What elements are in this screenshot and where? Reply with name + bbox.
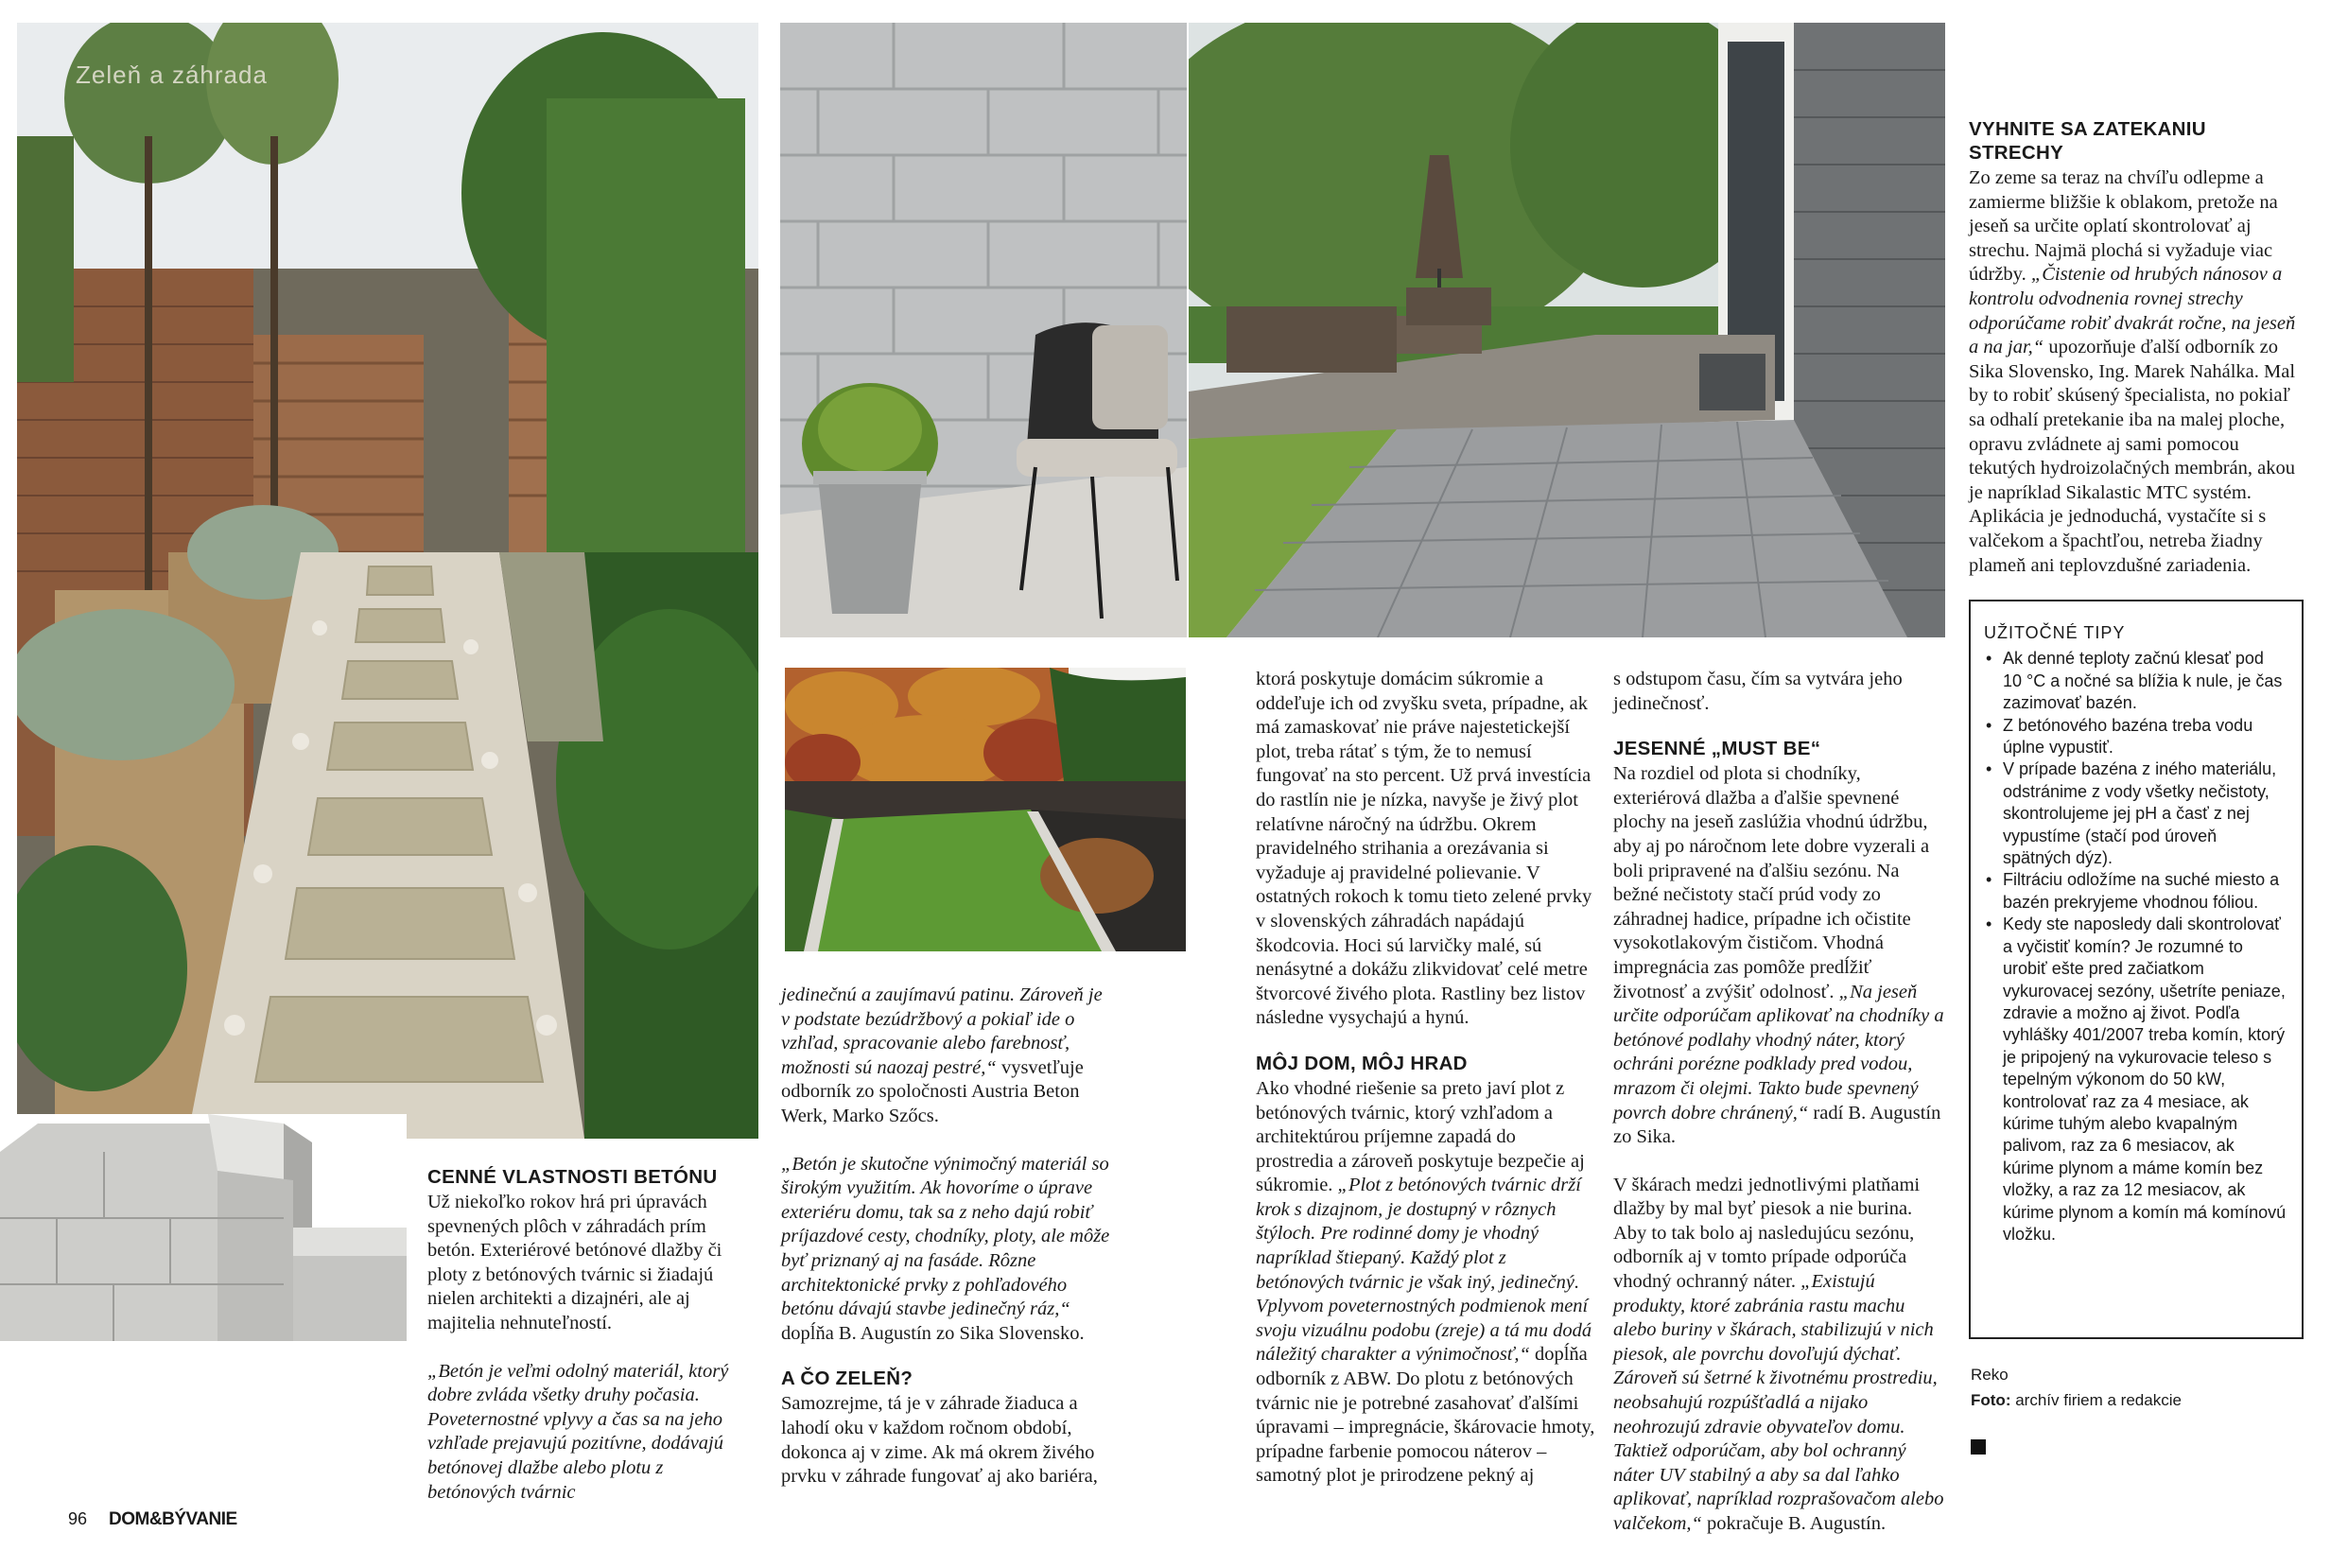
paragraph xyxy=(1613,762,1948,1150)
tip-item: • Ak denné teploty začnú klesať pod 10 °C a nočné sa blížia k nule, je čas zazimovať bazén. xyxy=(1984,648,2287,714)
attribution-text: upozorňuje ďalší odborník zo Sika Slovensko, Ing. Marek Nahálka. Mal by to robiť skúsený špecialista, no pokiaľ sa odhalí pretekanie iba na malej ploche, opravu zvládnete aj sami pomocou tekutých hydroizolačných membrán, akou je napríklad Sikalastic MTC systém. Aplikácia je jednoduchá, vystačíte si s valčekom a špachtľou, netreba žiadny plameň ani teplovzdušné zariadenia. xyxy=(1969,337,2296,576)
page-footer xyxy=(68,1509,237,1530)
tip-item: • Filtráciu odložíme na suché miesto a bazén prekryjeme vhodnou fóliou. xyxy=(1984,869,2287,914)
heading-roof-leaks: VYHNITE SA ZATEKANIU STRECHY xyxy=(1969,118,2206,164)
body-text: Ako vhodné riešenie sa preto javí plot z betónových tvárnic, ktorý vzhľadom a architektúrou príjemne zapadá do prostredia a zároveň poskytuje bezpečie aj súkromie. xyxy=(1256,1077,1585,1196)
heading-my-home: MÔJ DOM, MÔJ HRAD xyxy=(1256,1052,1468,1074)
photo-label: Foto: xyxy=(1971,1391,2011,1409)
paragraph xyxy=(781,1153,1112,1347)
paragraph xyxy=(1256,1077,1596,1489)
photo-source: archív firiem a redakcie xyxy=(2010,1391,2182,1409)
heading-greenery: A ČO ZELEŇ? xyxy=(781,1368,913,1390)
end-mark-square xyxy=(1971,1439,1986,1455)
text-column-1 xyxy=(427,1165,755,1505)
attribution-text: radí B. Augustín zo Sika. xyxy=(1613,1102,1941,1148)
paragraph: ktorá poskytuje domácim súkromie a oddeľuje ich od zvyšku sveta, prípadne, ak má zamaskovať nie práve najestetickejší plot, treba rátať s tým, že to nemusí fungovať na sto percent. Už prvá investícia do rastlín nie je nízka, navyše je živý plot relatívne náročný na údržbu. Okrem pravidelného strihania a orezávania si vyžaduje aj pravidelné polievanie. V ostatných rokoch k tomu tieto zelené prvky v slovenských záhradách napádajú škodcovia. Hoci sú larvičky malé, sú nenásytné a dokážu zlikvidovať celé metre štvorcové živého plota. Rastliny bez listov následne vysychajú a hynú. xyxy=(1256,669,1592,1029)
tip-item: • Kedy ste naposledy dali skontrolovať a vyčistiť komín? Je rozumné to urobiť ešte pred začiatkom vykurovacej sezóny, ušetríte peniaze, zdravie a možno aj život. Podľa vyhlášky 401/2007 treba komín, ktorý je pripojený na vykurovacie teleso s tepelným výkonom do 50 kW, kontrolovať raz za 4 mesiace, ak kúrime tuhým alebo kvapalným palivom, raz za 6 mesiacov, ak kúrime plynom a máme komín bez vložky, a raz za 12 mesiacov, ak kúrime plynom a komín má komínovú vložku. xyxy=(1984,914,2287,1246)
quote-text: „Čistenie od hrubých nánosov a kontrolu odvodnenia rovnej strechy odporúčame robiť dvakrát ročne, na jeseň a na jar,“ xyxy=(1969,264,2296,358)
quote-text: jedinečnú a zaujímavú patinu. Zároveň je v podstate bezúdržbový a pokiaľ ide o vzhľad, spracovanie alebo farebnosť, možnosti sú naozaj pestré,“ xyxy=(781,984,1103,1078)
body-text: Na rozdiel od plota si chodníky, exteriérová dlažba a ďalšie spevnené plochy na jeseň zaslúžia vhodnú údržbu, aby aj po náročnom lete dobre vyzerali a boli pripravené na ďalšiu sezónu. Na bežné nečistoty stačí prúd vody zo záhradnej hadice, prípadne ich očistite vysokotlakovým čističom. Vhodná impregnácia zas pomôže predĺžiť životnosť a zvýšiť odolnosť. xyxy=(1613,763,1930,1002)
heading-must-be: JESENNÉ „MUST BE“ xyxy=(1613,738,1821,760)
quote-text: „Existujú produkty, ktoré zabránia rastu machu alebo buriny v škárach, stabilizujú v nich piesok, ale povrchu dovoľujú dýchať. Zároveň sú šetrné k životnému prostrediu, neobsahujú rozpúšťadlá a nijako neohrozujú zdravie obyvateľov domu. Taktiež odporúčam, aby bol ochranný náter UV stabilný a aby sa dal ľahko aplikovať, napríklad rozprašovačom alebo valčekom,“ xyxy=(1613,1271,1944,1534)
quote-text: „Na jeseň určite odporúčam aplikovať na chodníky a betónové podlahy vhodný náter, ktorý ochráni porézne podklady pred vodou, mrazom či olejmi. Takto bude spevnený povrch dobre chránený,“ xyxy=(1613,981,1944,1124)
garden-path-photo xyxy=(17,23,758,1139)
tip-item: • V prípade bazéna z iného materiálu, odstránime z vody všetky nečistoty, skontrolujeme jej pH a časť z nej vypustíme (stačí pod úroveň spätných dýz). xyxy=(1984,758,2287,869)
hedge-garden-photo xyxy=(785,668,1186,951)
attribution-text: dopĺňa odborník z ABW. Do plotu z betónových tvárnic nie je potrebné zasahovať ďalšími úpravami – impregnácie, škárovacie hmoty, prípadne farbenie pomocou náterov – samotný plot je prirodzene pekný aj xyxy=(1256,1344,1595,1487)
credits xyxy=(1971,1362,2292,1413)
terrace-paving-photo xyxy=(1189,23,1945,637)
author-name: Reko xyxy=(1971,1366,2009,1384)
body-text: V škárach medzi jednotlivými platňami dlažby by mal byť piesok a nie burina. Aby to tak bolo aj nasledujúcu sezónu, odborník aj v tomto prípade odporúča vhodný ochranný náter. xyxy=(1613,1174,1921,1293)
paragraph: s odstupom času, čím sa vytvára jeho jedinečnosť. xyxy=(1613,669,1903,714)
paragraph: Samozrejme, tá je v záhrade žiaduca a lahodí oku v každom ročnom období, dokonca aj v zime. Ak má okrem živého prvku v záhrade fungovať aj ako bariéra, xyxy=(781,1393,1098,1488)
paragraph xyxy=(1969,166,2302,578)
quote-text: „Plot z betónových tvárnic drží krok s dizajnom, je dostupný v rôznych štýloch. Pre rodinné domy je vhodný napríklad štiepaný. Každý plot z betónových tvárnic je však iný, jedinečný. Vplyvom poveternostných podmienok mení svoju vizuálnu podobu (zreje) a tá mu dodá náležitý charakter a výnimočnosť,“ xyxy=(1256,1175,1592,1366)
paragraph: Už niekoľko rokov hrá pri úpravách spevnených plôch v záhradách prím betón. Exteriérové betónové dlažby či ploty z betónových tvárnic si žiadajú nielen architekti a dizajnéri, ale aj majitelia nehnuteľností. xyxy=(427,1192,722,1333)
text-column-3 xyxy=(1256,668,1596,1489)
paragraph xyxy=(1613,1174,1948,1537)
heading-concrete-properties: CENNÉ VLASTNOSTI BETÓNU xyxy=(427,1166,718,1188)
tips-list xyxy=(1984,648,2287,1246)
text-column-4 xyxy=(1613,668,1948,1537)
quote-text: „Betón je skutočne výnimočný materiál so širokým využitím. Ak hovoríme o úprave exteriéru domu, tak sa z neho dajú robiť príjazdové cesty, chodníky, ploty, ale môže byť priznaný aj na fasáde. Rôzne architektonické prvky z pohľadového betónu dávajú stavbe jedinečný ráz,“ xyxy=(781,1153,1110,1320)
section-label: Zeleň a záhrada xyxy=(76,61,268,89)
grey-wall-chair-photo xyxy=(780,23,1187,637)
attribution-text: dopĺňa B. Augustín zo Sika Slovensko. xyxy=(781,1322,1085,1344)
photo-credit xyxy=(1971,1387,2292,1413)
text-column-5 xyxy=(1969,117,2302,578)
magazine-logo: DOM&BÝVANIE xyxy=(109,1509,237,1529)
attribution-text: vysvetľuje odborník zo spoločnosti Austria Beton Werk, Marko Szőcs. xyxy=(781,1056,1084,1126)
paragraph xyxy=(781,984,1112,1129)
body-text: Zo zeme sa teraz na chvíľu odlepme a zamierme bližšie k oblakom, pretože na jeseň sa určite oplatí skontrolovať aj strechu. Najmä plochá si vyžaduje viac údržby. xyxy=(1969,167,2278,286)
useful-tips-box xyxy=(1969,600,2304,1339)
tips-title: UŽITOČNÉ TIPY xyxy=(1984,623,2126,642)
concrete-block-photo xyxy=(0,1114,407,1341)
attribution-text: pokračuje B. Augustín. xyxy=(1701,1513,1887,1534)
text-column-2 xyxy=(781,984,1112,1490)
page-number: 96 xyxy=(68,1509,88,1528)
quote-paragraph: „Betón je veľmi odolný materiál, ktorý dobre zvláda všetky druhy počasia. Poveternostné vplyvy a čas sa na jeho vzhľade prejavujú pozitívne, dodávajú betónovej dlažbe alebo plotu z betónových tvárnic xyxy=(427,1360,729,1503)
tip-item: • Z betónového bazéna treba vodu úplne vypustiť. xyxy=(1984,715,2287,759)
